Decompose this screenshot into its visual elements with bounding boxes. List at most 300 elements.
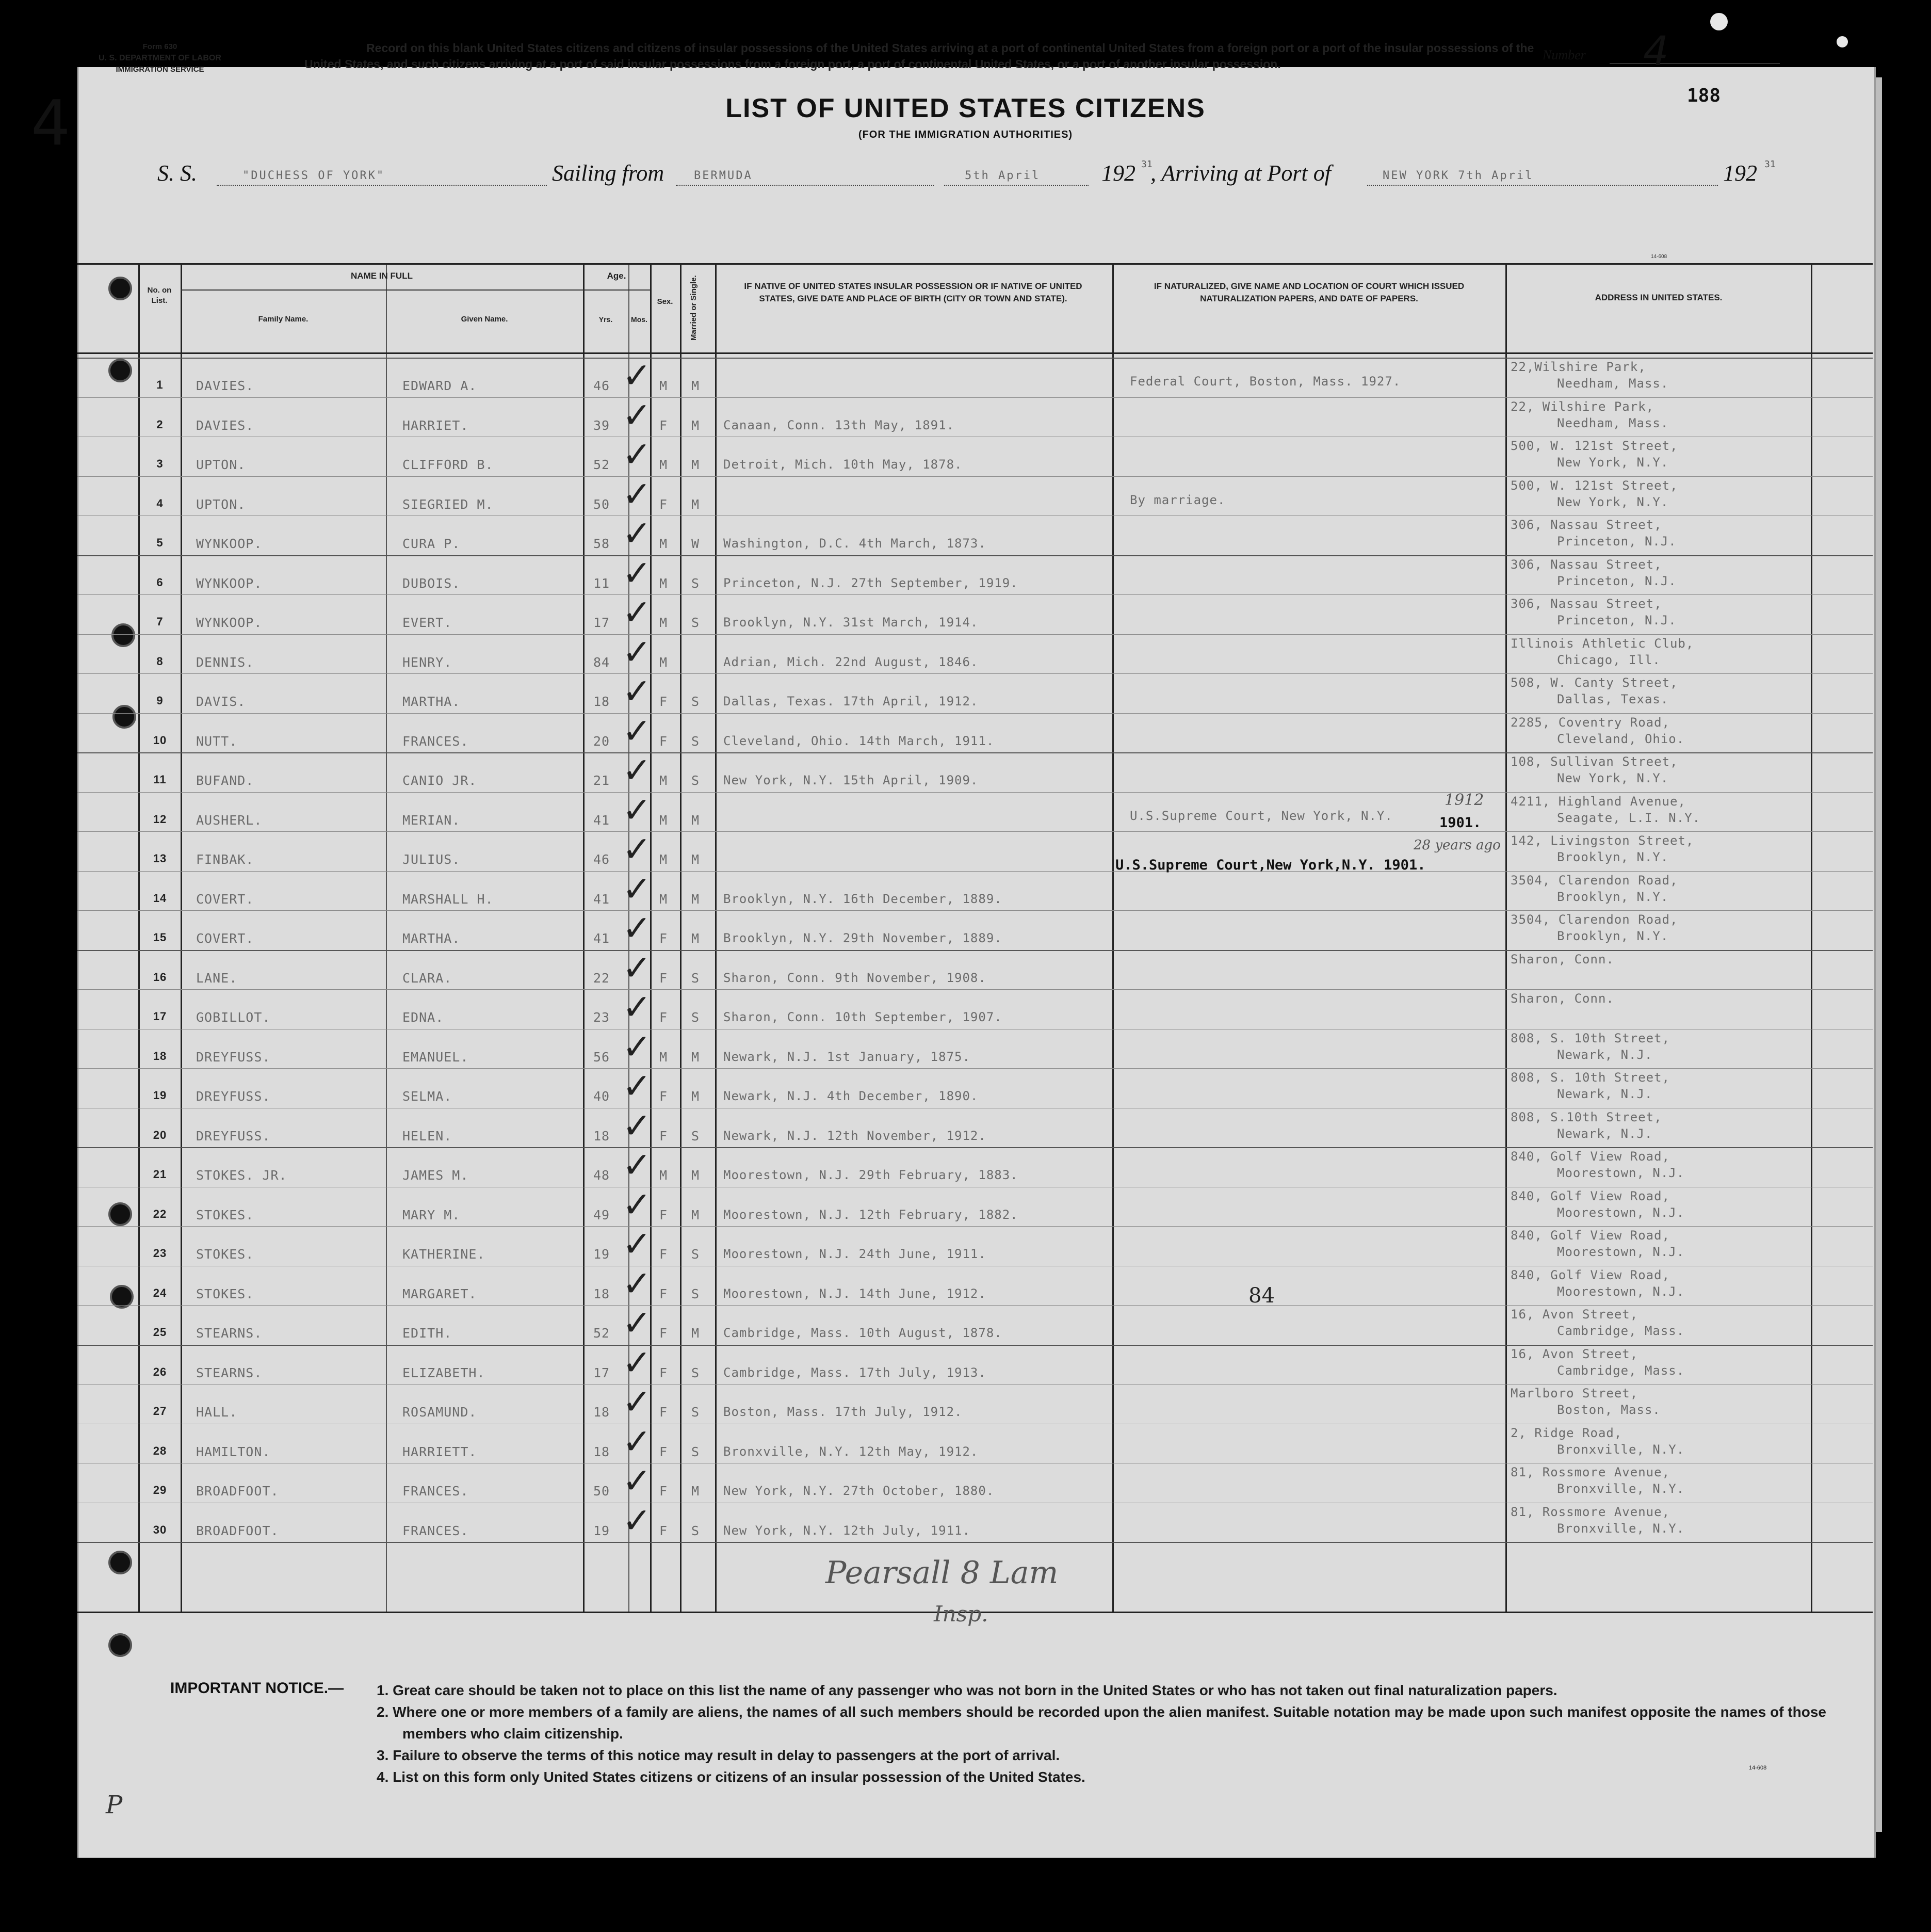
marital-status: M: [691, 931, 700, 946]
family-name: DAVIES.: [196, 417, 254, 433]
given-name: HARRIETT.: [402, 1444, 477, 1459]
age-years: 49: [593, 1207, 610, 1222]
check-mark: ✓: [622, 1105, 652, 1147]
row-number: 30: [153, 1523, 167, 1536]
row-number: 13: [153, 852, 167, 865]
row-number: 27: [153, 1405, 167, 1418]
marital-status: M: [691, 1326, 700, 1341]
given-name: CANIO JR.: [402, 773, 477, 788]
row-number: 21: [153, 1168, 167, 1181]
birth-place-date: Moorestown, N.J. 14th June, 1912.: [723, 1286, 986, 1301]
family-name: HALL.: [196, 1405, 238, 1420]
ship-name: "DUCHESS OF YORK": [242, 169, 385, 182]
number-value: 4: [1643, 28, 1669, 75]
given-name: MARGARET.: [402, 1286, 477, 1301]
header-sex: Sex.: [657, 297, 673, 306]
birth-place-date: New York, N.Y. 15th April, 1909.: [723, 773, 979, 787]
marital-status: S: [691, 1010, 700, 1025]
check-mark: ✓: [622, 947, 652, 989]
arriving-port-underline: [1367, 185, 1718, 186]
address-line-2: New York, N.Y.: [1557, 494, 1669, 509]
form-identifier: [75, 41, 245, 75]
row-number: 26: [153, 1365, 167, 1378]
row-rule: [77, 555, 1873, 556]
age-years: 46: [593, 852, 610, 867]
row-number: 28: [153, 1444, 167, 1457]
column-rule: [1505, 265, 1507, 1612]
marital-status: S: [691, 1365, 700, 1380]
ss-label: S. S.: [157, 160, 197, 186]
marital-status: M: [691, 1168, 700, 1183]
given-name: MARTHA.: [402, 931, 461, 946]
page-title: LIST OF UNITED STATES CITIZENS: [725, 93, 1206, 123]
given-name: MARSHALL H.: [402, 891, 494, 907]
check-mark: ✓: [622, 434, 652, 475]
naturalization: U.S.Supreme Court, New York, N.Y.: [1130, 808, 1393, 823]
marital-status: M: [691, 812, 700, 828]
ship-underline: [217, 185, 547, 186]
sailing-port: BERMUDA: [694, 169, 753, 182]
header-age: Age.: [607, 271, 626, 281]
sex: F: [659, 733, 668, 749]
address-line-2: Needham, Mass.: [1557, 376, 1669, 391]
sex: M: [659, 812, 668, 828]
address-line-1: 16, Avon Street,: [1511, 1307, 1638, 1322]
age-years: 19: [593, 1247, 610, 1262]
age-years: 52: [593, 1326, 610, 1341]
page-subtitle: (FOR THE IMMIGRATION AUTHORITIES): [858, 129, 1073, 140]
address-line-2: Newark, N.J.: [1557, 1047, 1653, 1062]
age-years: 84: [593, 654, 610, 670]
birth-place-date: Newark, N.J. 1st January, 1875.: [723, 1049, 970, 1064]
address-line-2: Princeton, N.J.: [1557, 613, 1677, 627]
address-line-1: 808, S.10th Street,: [1511, 1109, 1662, 1124]
header-given-name: Given Name.: [461, 315, 508, 324]
birth-place-date: Moorestown, N.J. 29th February, 1883.: [723, 1168, 1018, 1182]
sailing-port-underline: [676, 185, 934, 186]
header-address: ADDRESS IN UNITED STATES.: [1595, 293, 1723, 302]
marital-status: S: [691, 1247, 700, 1262]
address-line-2: Brooklyn, N.Y.: [1557, 850, 1669, 864]
address-line-2: Boston, Mass.: [1557, 1403, 1661, 1417]
age-years: 18: [593, 1128, 610, 1144]
address-line-1: 306, Nassau Street,: [1511, 557, 1662, 572]
header-rule: [77, 352, 1873, 354]
row-number: 14: [153, 891, 167, 905]
address-line-1: Illinois Athletic Club,: [1511, 636, 1694, 651]
family-name: UPTON.: [196, 457, 246, 472]
check-mark: ✓: [622, 1382, 652, 1423]
sex: M: [659, 773, 668, 788]
row-rule: [77, 950, 1873, 951]
row-number: 10: [153, 733, 167, 747]
address-line-2: Brooklyn, N.Y.: [1557, 889, 1669, 904]
given-name: SIEGRIED M.: [402, 496, 494, 512]
family-name: COVERT.: [196, 931, 254, 946]
voyage-line: [0, 155, 1931, 196]
age-years: 56: [593, 1049, 610, 1065]
address-line-1: 81, Rossmore Avenue,: [1511, 1504, 1670, 1519]
notice-item: 1. Great care should be taken not to place on this list the name of any passenger who was not born in the United States or who has not taken out final naturalization papers.: [377, 1682, 1557, 1698]
sex: F: [659, 1089, 668, 1104]
age-years: 11: [593, 575, 610, 591]
birth-place-date: New York, N.Y. 12th July, 1911.: [723, 1523, 970, 1538]
sailing-date-underline: [944, 185, 1089, 186]
header-naturalization: IF NATURALIZED, GIVE NAME AND LOCATION OF COURT WHICH ISSUED NATURALIZATION PAPERS, AND DATE OF PAPERS.: [1154, 281, 1465, 303]
age-years: 18: [593, 1286, 610, 1301]
check-mark: ✓: [622, 671, 652, 712]
punch-hole: [108, 1633, 132, 1657]
check-mark: ✓: [622, 1026, 652, 1068]
address-line-2: Newark, N.J.: [1557, 1126, 1653, 1141]
birth-place-date: Detroit, Mich. 10th May, 1878.: [723, 457, 963, 472]
row-rule: [77, 1226, 1873, 1227]
inspector-signature: Pearsall 8 Lam: [825, 1555, 1059, 1591]
check-mark: ✓: [622, 790, 652, 831]
marital-status: M: [691, 496, 700, 512]
address-line-2: Moorestown, N.J.: [1557, 1284, 1685, 1299]
age-years: 46: [593, 378, 610, 393]
address-line-1: 108, Sullivan Street,: [1511, 754, 1678, 769]
marital-status: M: [691, 1207, 700, 1222]
row-rule: [77, 1345, 1873, 1346]
given-name: SELMA.: [402, 1089, 452, 1104]
sex: F: [659, 1010, 668, 1025]
address-line-2: Newark, N.J.: [1557, 1087, 1653, 1101]
birth-place-date: Boston, Mass. 17th July, 1912.: [723, 1405, 963, 1419]
header-birth: IF NATIVE OF UNITED STATES INSULAR POSSESSION OR IF NATIVE OF UNITED STATES, GIVE DATE AND PLACE OF BIRTH (CITY OR TOWN AND STATE).: [744, 281, 1082, 303]
age-years: 21: [593, 773, 610, 788]
check-mark: ✓: [622, 553, 652, 594]
sex: F: [659, 1484, 668, 1499]
check-mark: ✓: [622, 1500, 652, 1541]
birth-place-date: Sharon, Conn. 10th September, 1907.: [723, 1010, 1002, 1024]
family-name: STEARNS.: [196, 1365, 263, 1380]
address-line-2: Cleveland, Ohio.: [1557, 731, 1685, 746]
address-line-2: Brooklyn, N.Y.: [1557, 929, 1669, 943]
check-mark: ✓: [622, 1461, 652, 1502]
notice-item: 3. Failure to observe the terms of this notice may result in delay to passengers at the port of arrival.: [377, 1747, 1060, 1763]
year-suffix-1: 31: [1141, 159, 1153, 170]
row-rule: [77, 1068, 1873, 1069]
row-rule: [77, 752, 1873, 753]
age-years: 23: [593, 1010, 610, 1025]
check-mark: ✓: [622, 395, 652, 436]
naturalization: By marriage.: [1130, 492, 1226, 507]
family-name: DREYFUSS.: [196, 1128, 271, 1144]
birth-place-date: Brooklyn, N.Y. 16th December, 1889.: [723, 891, 1002, 906]
header-family-name: Family Name.: [258, 315, 309, 324]
year-suffix-2: 31: [1764, 159, 1776, 170]
family-name: BUFAND.: [196, 773, 254, 788]
check-mark: ✓: [622, 1342, 652, 1383]
sex: F: [659, 1207, 668, 1222]
sex: F: [659, 1286, 668, 1301]
given-name: KATHERINE.: [402, 1247, 485, 1262]
arriving-label: , Arriving at Port of: [1150, 160, 1331, 186]
address-line-1: 508, W. Canty Street,: [1511, 675, 1678, 690]
address-line-2: Cambridge, Mass.: [1557, 1324, 1685, 1338]
address-line-1: 808, S. 10th Street,: [1511, 1070, 1670, 1085]
header-subrule: [583, 289, 650, 291]
row-rule: [77, 634, 1873, 635]
intro-text: Record on this blank United States citizens and citizens of insular possessions of the United States arriving at a port of continental United States from a foreign port or a port of the insular possessions of the United States, and such citizens arriving at a port of said insular possessions from a foreign port, a port of continental United States, or a port of another insular possession.: [304, 41, 1534, 71]
marital-status: W: [691, 536, 700, 551]
birth-place-date: Adrian, Mich. 22nd August, 1846.: [723, 654, 979, 669]
check-mark: ✓: [622, 356, 652, 396]
row-rule: [77, 358, 1873, 359]
birth-place-date: Cambridge, Mass. 17th July, 1913.: [723, 1365, 986, 1380]
check-mark: ✓: [622, 750, 652, 791]
check-mark: ✓: [622, 1421, 652, 1462]
marital-status: S: [691, 615, 700, 630]
age-years: 40: [593, 1089, 610, 1104]
family-name: DAVIS.: [196, 694, 246, 709]
family-name: AUSHERL.: [196, 812, 263, 828]
sex: F: [659, 1365, 668, 1380]
birth-place-date: Brooklyn, N.Y. 29th November, 1889.: [723, 931, 1002, 945]
given-name: CURA P.: [402, 536, 461, 551]
age-years: 20: [593, 733, 610, 749]
given-name: HENRY.: [402, 654, 452, 670]
age-years: 48: [593, 1168, 610, 1183]
sex: F: [659, 1128, 668, 1144]
row-number: 23: [153, 1247, 167, 1260]
sex: M: [659, 852, 668, 867]
page-mark: 84: [1248, 1284, 1275, 1308]
service: IMMIGRATION SERVICE: [116, 65, 204, 74]
age-years: 18: [593, 1405, 610, 1420]
given-name: CLIFFORD B.: [402, 457, 494, 472]
address-line-1: 22,Wilshire Park,: [1511, 360, 1646, 374]
age-years: 41: [593, 931, 610, 946]
sailing-label: Sailing from: [552, 160, 664, 186]
row-number: 19: [153, 1089, 167, 1102]
age-years: 50: [593, 496, 610, 512]
family-name: COVERT.: [196, 891, 254, 907]
corner-mark: P: [106, 1791, 123, 1820]
row-number: 25: [153, 1326, 167, 1339]
sex: F: [659, 1523, 668, 1538]
sex: M: [659, 654, 668, 670]
birth-place-date: Moorestown, N.J. 12th February, 1882.: [723, 1207, 1018, 1222]
address-line-1: 2285, Coventry Road,: [1511, 715, 1670, 730]
given-name: MARY M.: [402, 1207, 461, 1222]
year-label-2: 192: [1723, 160, 1757, 186]
family-name: DREYFUSS.: [196, 1049, 271, 1065]
column-rule: [1112, 265, 1114, 1612]
check-mark: ✓: [622, 632, 652, 673]
marital-status: S: [691, 970, 700, 986]
number-field: [1543, 28, 1785, 75]
check-mark: ✓: [622, 1184, 652, 1226]
header-mos: Mos.: [631, 315, 647, 324]
check-mark: ✓: [622, 1224, 652, 1265]
inspector-title: Insp.: [934, 1601, 988, 1627]
header-yrs: Yrs.: [598, 315, 613, 324]
family-name: WYNKOOP.: [196, 575, 263, 591]
row-number: 20: [153, 1128, 167, 1141]
family-name: HAMILTON.: [196, 1444, 271, 1459]
row-number: 4: [156, 496, 164, 510]
birth-place-date: Sharon, Conn. 9th November, 1908.: [723, 970, 986, 985]
family-name: DREYFUSS.: [196, 1089, 271, 1104]
address-line-2: Needham, Mass.: [1557, 415, 1669, 430]
family-name: DAVIES.: [196, 378, 254, 393]
birth-place-date: Dallas, Texas. 17th April, 1912.: [723, 694, 979, 709]
row-number: 8: [156, 654, 164, 668]
row-rule: [77, 397, 1873, 398]
marital-status: S: [691, 1405, 700, 1420]
row-rule: [77, 792, 1873, 793]
family-name: DENNIS.: [196, 654, 254, 670]
row-rule: [77, 1147, 1873, 1148]
age-years: 22: [593, 970, 610, 986]
age-years: 19: [593, 1523, 610, 1538]
page-stamp: 188: [1687, 85, 1721, 106]
address-line-1: 500, W. 121st Street,: [1511, 439, 1678, 453]
age-years: 17: [593, 1365, 610, 1380]
marital-status: S: [691, 773, 700, 788]
row-number: 5: [156, 536, 164, 549]
number-label: Number: [1543, 47, 1586, 62]
given-name: CLARA.: [402, 970, 452, 986]
check-mark: ✓: [622, 513, 652, 554]
sex: F: [659, 931, 668, 946]
address-line-1: 840, Golf View Road,: [1511, 1188, 1670, 1203]
family-name: STEARNS.: [196, 1326, 263, 1341]
arriving-port: NEW YORK 7th April: [1383, 169, 1534, 182]
address-line-1: 4211, Highland Avenue,: [1511, 794, 1686, 809]
marital-status: M: [691, 1049, 700, 1065]
sex: F: [659, 1247, 668, 1262]
given-name: JULIUS.: [402, 852, 461, 867]
check-mark: ✓: [622, 829, 652, 870]
check-mark: ✓: [622, 474, 652, 515]
row-number: 22: [153, 1207, 167, 1220]
number-line: [1610, 63, 1780, 64]
given-name: EDNA.: [402, 1010, 444, 1025]
marital-status: S: [691, 1444, 700, 1459]
department: U. S. DEPARTMENT OF LABOR: [99, 54, 221, 62]
family-name: STOKES. JR.: [196, 1168, 287, 1183]
address-line-2: Dallas, Texas.: [1557, 692, 1669, 706]
marital-status: M: [691, 891, 700, 907]
family-name: NUTT.: [196, 733, 238, 749]
address-line-2: Cambridge, Mass.: [1557, 1363, 1685, 1378]
address-line-1: 306, Nassau Street,: [1511, 518, 1662, 532]
naturalization: Federal Court, Boston, Mass. 1927.: [1130, 374, 1401, 389]
given-name: MARTHA.: [402, 694, 461, 709]
address-line-1: 3504, Clarendon Road,: [1511, 873, 1678, 888]
row-number: 6: [156, 575, 164, 589]
address-line-2: Chicago, Ill.: [1557, 652, 1661, 667]
age-years: 17: [593, 615, 610, 630]
birth-place-date: Moorestown, N.J. 24th June, 1911.: [723, 1247, 986, 1261]
row-number: 1: [156, 378, 164, 391]
address-line-1: 306, Nassau Street,: [1511, 597, 1662, 611]
birth-place-date: Cambridge, Mass. 10th August, 1878.: [723, 1326, 1002, 1340]
birth-place-date: Bronxville, N.Y. 12th May, 1912.: [723, 1444, 979, 1459]
given-name: EMANUEL.: [402, 1049, 469, 1065]
given-name: EVERT.: [402, 615, 452, 630]
header-no-on-list: No. on List.: [147, 286, 172, 305]
check-mark: ✓: [622, 1145, 652, 1186]
age-years: 52: [593, 457, 610, 472]
row-rule: [77, 594, 1873, 595]
address-line-1: 142, Livingston Street,: [1511, 833, 1694, 848]
row-number: 15: [153, 931, 167, 944]
row-rule: [77, 871, 1873, 872]
sex: M: [659, 536, 668, 551]
age-years: 50: [593, 1484, 610, 1499]
address-line-1: 2, Ridge Road,: [1511, 1425, 1622, 1440]
sex: M: [659, 615, 668, 630]
birth-place-date: New York, N.Y. 27th October, 1880.: [723, 1484, 995, 1498]
address-line-1: 22, Wilshire Park,: [1511, 399, 1654, 414]
column-rule: [680, 265, 681, 1612]
sex: M: [659, 1049, 668, 1065]
given-name: ELIZABETH.: [402, 1365, 485, 1380]
printer-code: 14-608: [1651, 254, 1667, 260]
family-name: WYNKOOP.: [196, 536, 263, 551]
family-name: WYNKOOP.: [196, 615, 263, 630]
sex: F: [659, 1326, 668, 1341]
marital-status: M: [691, 852, 700, 867]
form-number: Form 630: [142, 42, 177, 51]
address-line-1: Marlboro Street,: [1511, 1386, 1638, 1400]
row-number: 16: [153, 970, 167, 984]
check-mark: ✓: [622, 592, 652, 633]
notice-label: IMPORTANT NOTICE.—: [170, 1680, 344, 1697]
row-number: 2: [156, 417, 164, 431]
passenger-table: [77, 263, 1873, 1627]
given-name: ROSAMUND.: [402, 1405, 477, 1420]
birth-place-date: Newark, N.J. 4th December, 1890.: [723, 1089, 979, 1103]
row-number: 18: [153, 1049, 167, 1062]
family-name: UPTON.: [196, 496, 246, 512]
check-mark: ✓: [622, 987, 652, 1028]
speck: [1837, 36, 1848, 47]
sex: M: [659, 575, 668, 591]
check-mark: ✓: [622, 1303, 652, 1344]
row-number: 17: [153, 1010, 167, 1023]
birth-place-date: Washington, D.C. 4th March, 1873.: [723, 536, 986, 551]
address-line-2: Seagate, L.I. N.Y.: [1557, 810, 1701, 825]
column-rule: [1811, 265, 1812, 1612]
given-name: EDWARD A.: [402, 378, 477, 393]
naturalization-note-row13: U.S.Supreme Court,New York,N.Y. 1901.: [1115, 857, 1426, 873]
address-line-1: 16, Avon Street,: [1511, 1346, 1638, 1361]
notice-item: 2. Where one or more members of a family are aliens, the names of all such members should be recorded upon the alien manifest. Suitable notation may be made upon such manifest opposite the names of those members who claim citizenship.: [377, 1704, 1826, 1742]
row-number: 7: [156, 615, 164, 628]
row-number: 3: [156, 457, 164, 470]
sex: F: [659, 417, 668, 433]
given-name: FRANCES.: [402, 1484, 469, 1499]
marital-status: M: [691, 457, 700, 472]
family-name: STOKES.: [196, 1247, 254, 1262]
address-line-2: Princeton, N.J.: [1557, 534, 1677, 549]
marital-status: S: [691, 1286, 700, 1301]
address-line-2: Moorestown, N.J.: [1557, 1166, 1685, 1180]
address-line-2: New York, N.Y.: [1557, 771, 1669, 785]
given-name: EDITH.: [402, 1326, 452, 1341]
birth-place-date: Brooklyn, N.Y. 31st March, 1914.: [723, 615, 979, 630]
given-name: JAMES M.: [402, 1168, 469, 1183]
family-name: LANE.: [196, 970, 238, 986]
address-line-2: Moorestown, N.J.: [1557, 1245, 1685, 1259]
row-rule: [77, 713, 1873, 714]
